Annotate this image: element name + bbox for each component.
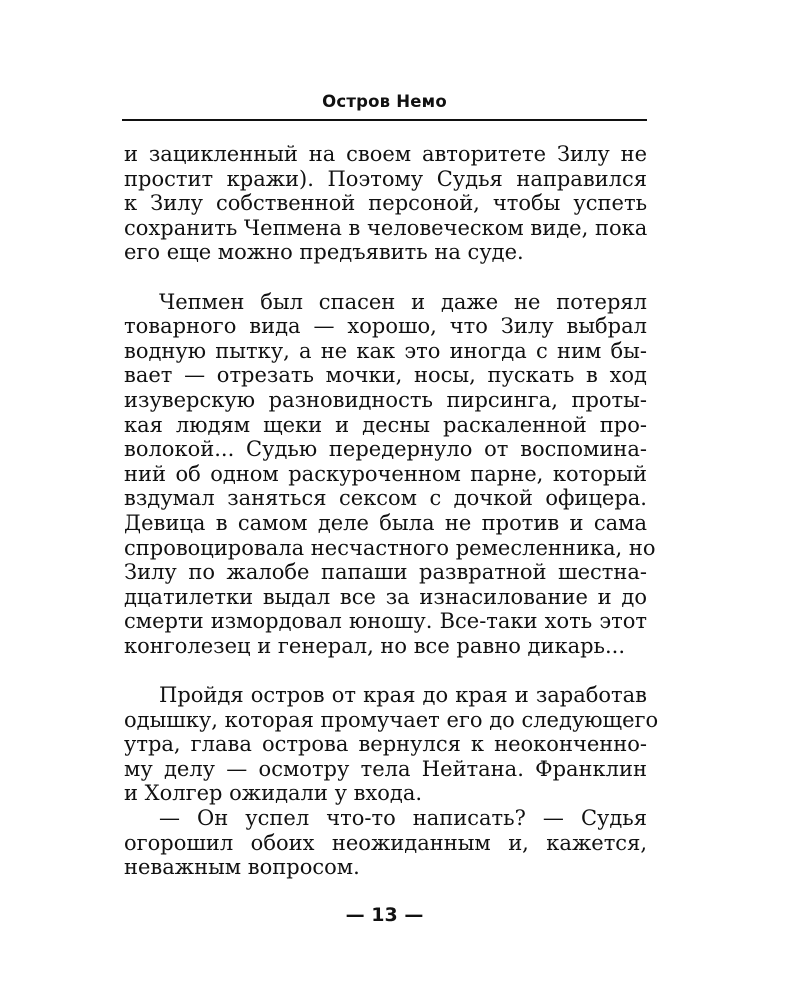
header-rule [122,119,647,121]
text-line: кая людям щеки и десны раскаленной про- [124,412,647,437]
paragraph-1 [124,142,647,265]
paragraph-4 [124,806,647,880]
text-line: ний об одном раскуроченном парне, который [124,461,647,486]
text-line: и Холгер ожидали у входа. [124,781,423,806]
body-text [124,142,659,880]
text-line: Девица в самом деле была не против и сама [124,510,647,535]
text-line: огорошил обоих неожиданным и, кажется, [124,830,647,855]
text-line: вздумал заняться сексом с дочкой офицера. [124,486,647,511]
text-line: простит кражи). Поэтому Судья направился [124,166,647,191]
text-line: изуверскую разновидность пирсинга, проты- [124,387,647,412]
text-line: неважным вопросом. [124,855,360,880]
text-line: сохранить Чепмена в человеческом виде, пока [124,215,648,240]
text-line: Зилу по жалобе папаши развратной шестна- [124,560,647,585]
text-line: к Зилу собственной персоной, чтобы успеть [124,191,647,216]
text-line: дцатилетки выдал все за изнасилование и до [124,584,647,609]
paragraph-2 [124,289,656,659]
text-line: водную пытку, а не как это иногда с ним бы- [124,338,647,363]
text-line: и зацикленный на своем авторитете Зилу не [124,142,647,166]
paragraph-gap [124,265,647,290]
text-line: — Он успел что-то написать? — Судья [159,806,647,831]
running-title: Остров Немо [322,92,447,111]
paragraph-3 [124,683,659,806]
text-line: товарного вида — хорошо, что Зилу выбрал [124,314,647,339]
text-line: утра, глава острова вернулся к неоконченно- [124,732,647,757]
text-line: одышку, которая промучает его до следующего [124,707,659,732]
text-line: конголезец и генерал, но все равно дикарь... [124,633,625,658]
text-line: Чепмен был спасен и даже не потерял [159,289,647,314]
text-line: вает — отрезать мочки, носы, пускать в ход [124,363,647,388]
text-line: му делу — осмотру тела Нейтана. Франклин [124,756,647,781]
text-line: спровоцировала несчастного ремесленника, но [124,535,656,560]
text-line: Пройдя остров от края до края и заработав [159,683,647,708]
page-number: — 13 — [345,904,424,926]
text-line: его еще можно предъявить на суде. [124,240,524,265]
text-line: смерти измордовал юношу. Все-таки хоть этот [124,609,647,634]
text-line: волокой... Судью передернуло от воспомина- [124,437,647,462]
paragraph-gap [124,658,647,683]
